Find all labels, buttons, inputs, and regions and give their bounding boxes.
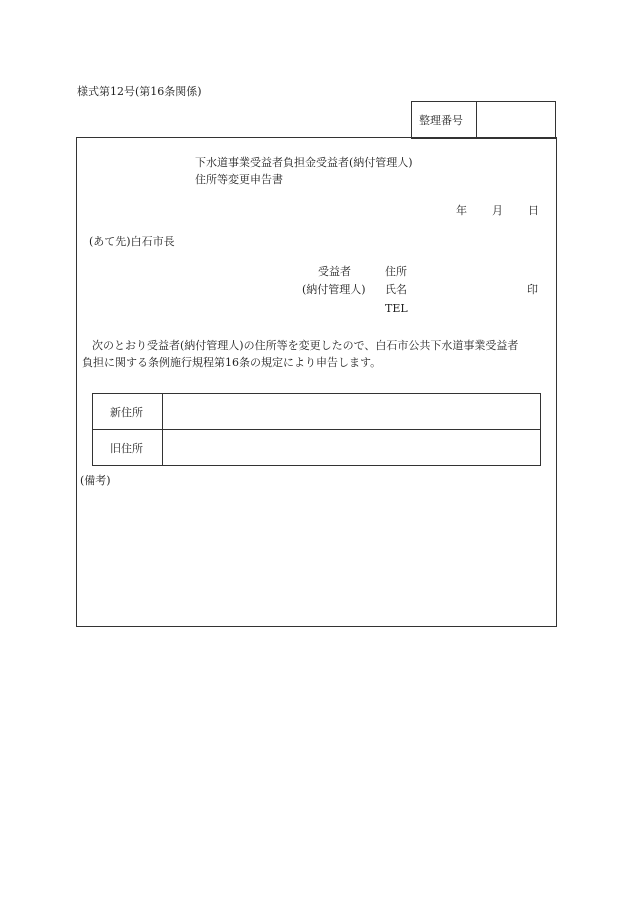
applicant-tel-label: TEL [385, 302, 408, 315]
applicant-role-line2: (納付管理人) [302, 283, 366, 296]
old-address-label: 旧住所 [110, 442, 143, 455]
applicant-role-line1: 受益者 [318, 265, 351, 278]
statement-line2: 負担に関する条例施行規程第16条の規定により申告します。 [82, 356, 382, 369]
reference-divider [476, 102, 477, 138]
date-year-label: 年 [456, 204, 467, 217]
reference-number-label: 整理番号 [419, 114, 463, 127]
applicant-name-label: 氏名 [385, 283, 407, 296]
reference-number-box [411, 101, 556, 139]
form-number: 様式第12号(第16条関係) [77, 85, 202, 98]
applicant-address-label: 住所 [385, 265, 407, 278]
date-month-label: 月 [492, 204, 503, 217]
statement-line1: 次のとおり受益者(納付管理人)の住所等を変更したので、白石市公共下水道事業受益者 [92, 339, 519, 352]
date-day-label: 日 [528, 204, 539, 217]
new-address-label: 新住所 [110, 406, 143, 419]
form-title-line1: 下水道事業受益者負担金受益者(納付管理人) [195, 156, 413, 169]
form-frame [76, 137, 557, 627]
table-row-divider [93, 429, 540, 430]
addressee: (あて先)白石市長 [89, 235, 175, 248]
seal-label: 印 [527, 283, 538, 296]
remarks-label: (備考) [80, 474, 111, 487]
form-title-line2: 住所等変更申告書 [195, 173, 283, 186]
address-change-table [92, 393, 541, 466]
